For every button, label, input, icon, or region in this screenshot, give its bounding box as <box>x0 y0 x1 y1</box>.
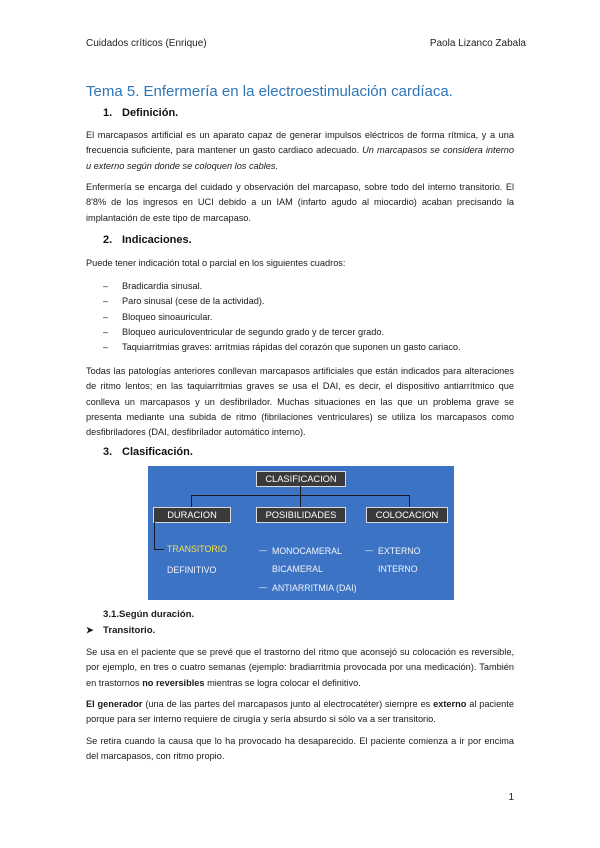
bold-text: no reversibles <box>142 677 205 688</box>
paragraph-indications-intro: Puede tener indicación total o parcial en los siguientes cuadros: <box>86 258 346 268</box>
diagram-connector <box>154 549 164 550</box>
diagram-branch-duracion: DURACION <box>153 507 231 523</box>
list-item: – Bloqueo sinoauricular. <box>103 310 461 325</box>
paragraph-definition <box>86 128 514 174</box>
subsection-heading <box>103 609 194 620</box>
bold-text: externo <box>433 699 467 709</box>
section-heading-clasificacion <box>103 446 193 458</box>
classification-diagram <box>148 466 454 600</box>
arrow-bullet-icon: ➤ <box>86 625 94 635</box>
section-title: Definición. <box>122 107 179 119</box>
diagram-leaf-interno: INTERNO <box>378 564 418 574</box>
diagram-root-box: CLASIFICACION <box>256 471 346 487</box>
diagram-leaf-externo: — EXTERNO <box>378 546 421 556</box>
section-title: Indicaciones. <box>122 234 192 246</box>
indications-list <box>103 279 461 355</box>
definition-italic-text: Un marcapasos se considera interno u externo según donde se coloquen los cables. <box>86 145 514 171</box>
diagram-leaf-transitorio: TRANSITORIO <box>167 544 227 554</box>
section-number: 2. <box>103 234 113 246</box>
page-number: 1 <box>508 792 514 803</box>
list-item: – Bradicardia sinusal. <box>103 279 461 294</box>
dash-bullet: – <box>103 326 109 337</box>
list-item: – Paro sinusal (cese de la actividad). <box>103 294 461 309</box>
diagram-connector <box>154 522 155 549</box>
subpoint-title: Transitorio. <box>103 625 156 636</box>
diagram-connector <box>300 495 301 507</box>
subpoint-heading <box>86 625 155 636</box>
dash-bullet: – <box>103 281 109 291</box>
header-left: Cuidados críticos (Enrique) <box>86 38 207 49</box>
diagram-connector <box>409 495 410 507</box>
list-item: – Bloqueo auriculoventricular de segundo grado y de tercer grado. <box>103 325 461 340</box>
dash-bullet: – <box>103 311 109 322</box>
paragraph-retira: Se retira cuando la causa que lo ha provocado ha desaparecido. El paciente comienza a ir por encima del marcapasos, con ritmo propio. <box>86 736 514 762</box>
bold-text: El generador <box>86 699 143 709</box>
dash-bullet: – <box>103 296 109 307</box>
section-number: 3. <box>103 446 113 458</box>
section-heading-indicaciones <box>103 234 192 246</box>
diagram-connector <box>300 486 301 495</box>
subsection-number: 3.1. <box>103 609 120 620</box>
diagram-branch-colocacion: COLOCACION <box>366 507 448 523</box>
definition-text: El marcapasos artificial es un aparato capaz de generar impulsos eléctricos de forma rítmica, y a una frecuencia suficiente, para mantener un gasto cardiaco adecuado. <box>86 130 514 156</box>
header-right: Paola Lizanco Zabala <box>429 38 526 49</box>
section-heading-definicion <box>103 107 178 119</box>
subsection-title: Según duración. <box>119 609 195 620</box>
section-number: 1. <box>103 107 113 119</box>
diagram-branch-posibilidades: POSIBILIDADES <box>256 507 346 523</box>
diagram-connector <box>191 495 192 507</box>
section-title: Clasificación. <box>122 446 193 458</box>
paragraph-nursing: Enfermería se encarga del cuidado y observación del marcapaso, sobre todo del interno transitorio. El 8'8% de los ingresos en UCI debido a un IAM (infarto agudo al miocardio) acaban precisando la implantación de este tipo de marcapaso. <box>86 182 514 223</box>
diagram-leaf-bicameral: BICAMERAL <box>272 564 323 574</box>
paragraph-patologias: Todas las patologías anteriores conllevan marcapasos artificiales que están indicados para alteraciones de ritmo lentos; en las taquiarritmias graves se usa el DAI, es decir, el dispositivo antiarrítmico que conlleva un marcapasos y un desfibrilador. Muchas situaciones en las que un problema grave se presenta mediante una subida de ritmo (fibrilaciones ventriculares) se utiliza los marcapasos como desfibriladores (DAI, desfibrilador automático interno). <box>86 366 514 438</box>
list-item: – Taquiarritmias graves: arritmias rápidas del corazón que suponen un gasto cariaco. <box>103 340 461 355</box>
paragraph-transitorio: Se usa en el paciente que se prevé que el trastorno del ritmo que aconsejó su colocación es reversible, por ejemplo, en tres o cuatro semanas (ejemplo: bradiarritmia provocada por una medicación). También en trastornos no reversibles mientras se logra colocar el definitivo. <box>86 647 514 688</box>
diagram-leaf-antiarritmia: — ANTIARRITMIA (DAI) <box>272 583 357 593</box>
diagram-leaf-monocameral: — MONOCAMERAL <box>272 546 342 556</box>
dash-bullet: – <box>103 342 109 353</box>
diagram-leaf-definitivo: DEFINITIVO <box>167 565 217 575</box>
page-title: Tema 5. Enfermería en la electroestimulación cardíaca. <box>86 83 453 100</box>
paragraph-generador: El generador (una de las partes del marcapasos junto al electrocatéter) siempre es externo al paciente porque para ser interno requiere de cirugía y sería absurdo si sólo va a ser transitorio. <box>86 699 514 725</box>
